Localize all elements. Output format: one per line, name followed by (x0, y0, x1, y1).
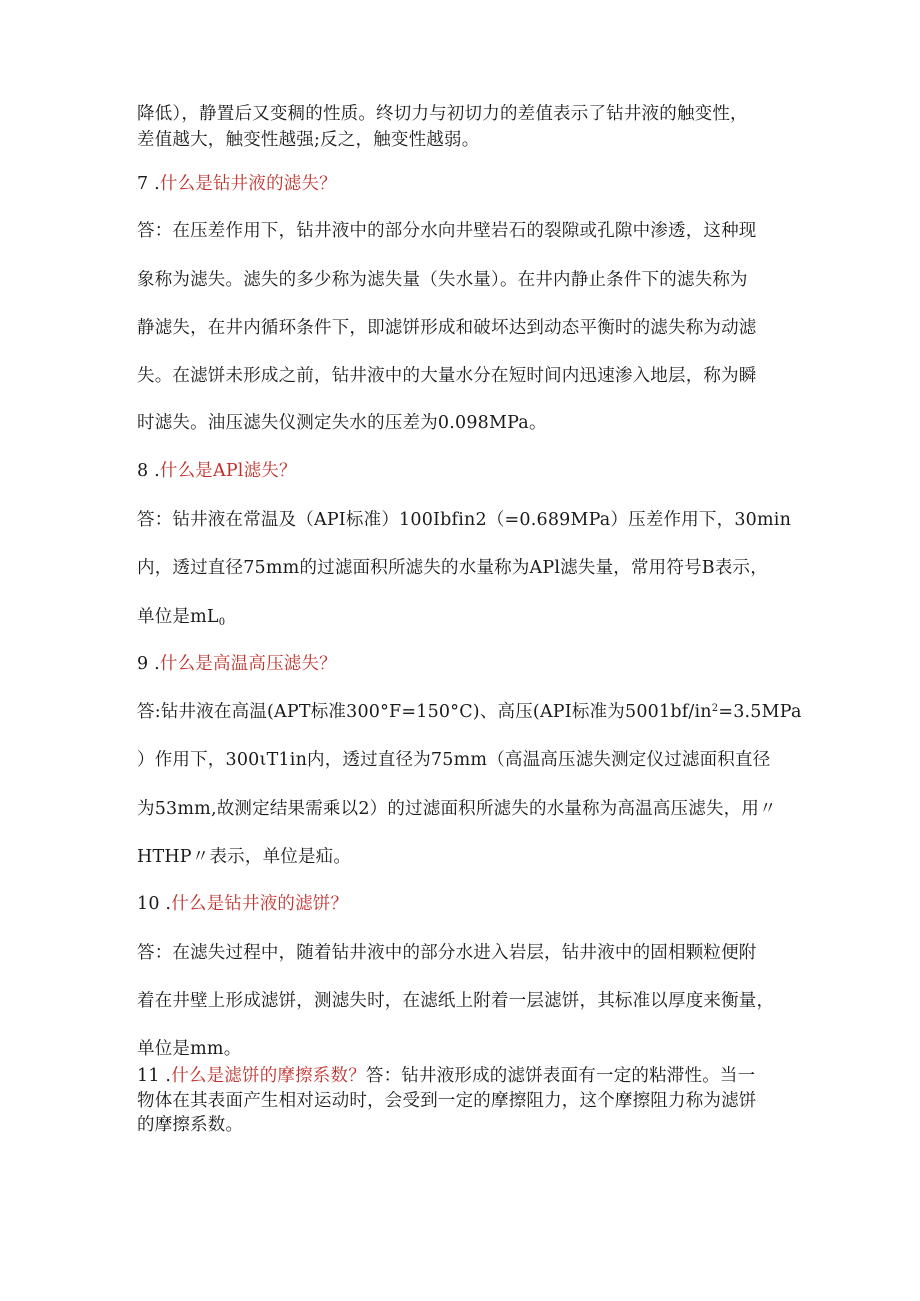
question-10-heading (137, 892, 797, 916)
answer-line (137, 605, 797, 629)
answer-subscript: 0 (218, 617, 226, 628)
question-text: 什么是滤饼的摩擦系数？ (171, 1066, 366, 1086)
answer-line: HTHP〃表示，单位是疝。 (137, 847, 352, 867)
question-number: 9 . (137, 654, 160, 674)
paragraph-line: 差值越大，触变性越强;反之，触变性越弱。 (137, 130, 480, 150)
answer-line: 为53mm,故测定结果需乘以2）的过滤面积所滤失的水量称为高温高压滤失，用〃 (137, 799, 777, 819)
answer-text: 答:钻井液在高温(APT标准300°F=150°C)、高压(API标准为5001bf/in (137, 702, 712, 722)
question-text: 什么是钻井液的滤饼？ (171, 894, 349, 914)
answer-line: 着在井壁上形成滤饼，测滤失时，在滤纸上附着一层滤饼，其标准以厚度来衡量， (137, 991, 775, 1011)
answer-line: 内，透过直径75mm的过滤面积所滤失的水量称为APl滤失量，常用符号B表示， (137, 558, 768, 578)
answer-line: 答：在压差作用下，钻井液中的部分水向井壁岩石的裂隙或孔隙中渗透，这种现 (137, 221, 757, 241)
paragraph-line: 降低），静置后又变稠的性质。终切力与初切力的差值表示了钻井液的触变性， (137, 104, 748, 124)
question-number: 10 . (137, 894, 172, 914)
question-11-heading (137, 1064, 797, 1088)
answer-line: 答：在滤失过程中，随着钻井液中的部分水进入岩层，钻井液中的固相颗粒便附 (137, 943, 757, 963)
question-text: 什么是钻井液的滤失？ (159, 174, 337, 194)
question-9-heading (137, 652, 797, 676)
question-8-heading (137, 459, 797, 483)
answer-line: ）作用下，300ιT1in内，透过直径为75mm（高温高压滤失测定仪过滤面积直径 (137, 750, 771, 770)
answer-line: 静滤失，在井内循环条件下，即滤饼形成和破坏达到动态平衡时的滤失称为动滤 (137, 318, 757, 338)
answer-text: 单位是mL (137, 607, 219, 627)
answer-line (137, 700, 802, 724)
answer-line: 失。在滤饼未形成之前，钻井液中的大量水分在短时间内迅速渗入地层，称为瞬 (137, 366, 757, 386)
answer-text: =3.5MPa (718, 702, 802, 722)
question-number: 7 . (137, 174, 160, 194)
answer-line: 单位是mm。 (137, 1039, 242, 1059)
answer-line: 答：钻井液在常温及（API标准）100Ibfin2（=0.689MPa）压差作用下，30min (137, 510, 792, 530)
question-7-heading (137, 172, 797, 196)
answer-line: 的摩擦系数。 (137, 1115, 244, 1135)
question-number: 11 . (137, 1066, 172, 1086)
question-text: 什么是高温高压滤失？ (159, 654, 337, 674)
question-text: 什么是APl滤失？ (159, 461, 297, 481)
answer-superscript: 2 (711, 703, 719, 714)
question-number: 8 . (137, 461, 160, 481)
answer-line: 时滤失。油压滤失仪测定失水的压差为0.098MPa。 (137, 413, 547, 433)
answer-text: 答：钻井液形成的滤饼表面有一定的粘滞性。当一 (365, 1066, 756, 1086)
answer-line: 象称为滤失。滤失的多少称为滤失量（失水量）。在井内静止条件下的滤失称为 (137, 270, 748, 290)
answer-line: 物体在其表面产生相对运动时，会受到一定的摩擦阻力，这个摩擦阻力称为滤饼 (137, 1091, 757, 1111)
